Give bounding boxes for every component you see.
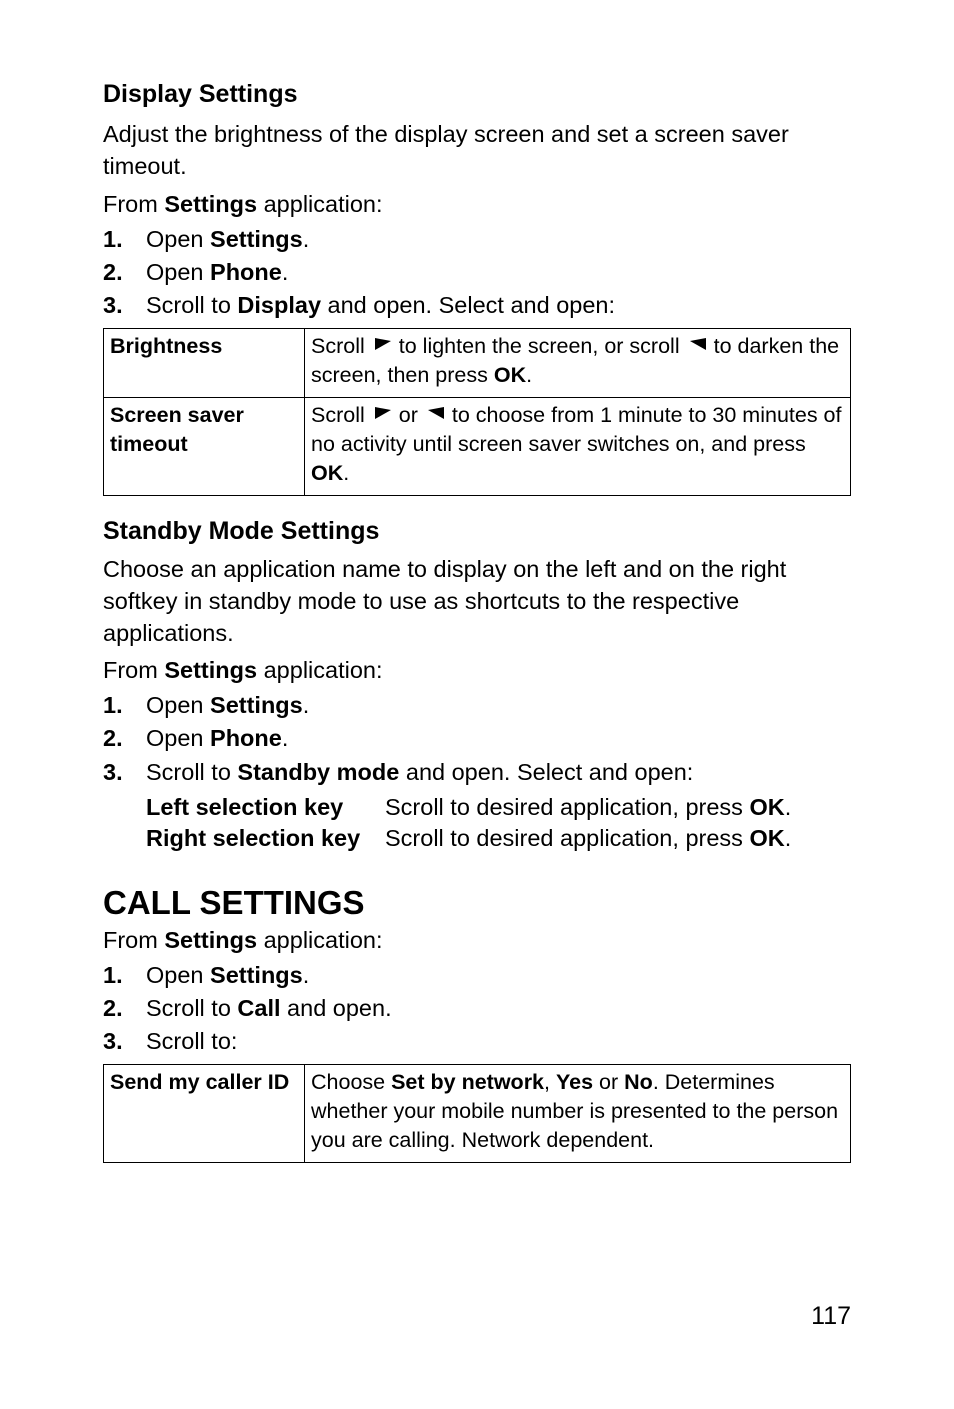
- call-step-3: 3. Scroll to:: [103, 1028, 238, 1054]
- display-settings-intro: Adjust the brightness of the display screen and set a screen saver timeout.: [103, 121, 789, 179]
- right-arrow-icon: [375, 407, 391, 419]
- call-settings-table: [103, 1064, 851, 1163]
- display-step-3: 3. Scroll to Display and open. Select and open:: [103, 292, 616, 318]
- display-settings-table: [103, 328, 851, 496]
- left-selection-key-row: Left selection key Scroll to desired application, press OK.: [146, 794, 792, 820]
- right-selection-key-row: Right selection key Scroll to desired application, press OK.: [146, 825, 792, 851]
- standby-step-3: 3. Scroll to Standby mode and open. Select and open:: [103, 759, 694, 785]
- display-step-1: 1. Open Settings.: [103, 226, 310, 252]
- standby-heading: Standby Mode Settings: [103, 517, 380, 545]
- left-arrow-icon: [690, 338, 706, 350]
- left-arrow-icon: [428, 407, 444, 419]
- brightness-label: Brightness: [104, 329, 305, 398]
- standby-step-2: 2. Open Phone.: [103, 725, 289, 751]
- brightness-description: Scroll to lighten the screen, or scroll to darken the screen, then press OK.: [305, 329, 851, 398]
- call-step-2: 2. Scroll to Call and open.: [103, 995, 392, 1021]
- display-step-2: 2. Open Phone.: [103, 259, 289, 285]
- display-settings-heading: Display Settings: [103, 80, 298, 108]
- right-arrow-icon: [375, 338, 391, 350]
- send-caller-id-label: Send my caller ID: [104, 1065, 305, 1163]
- standby-intro: Choose an application name to display on the left and on the right softkey in standby mode to use as shortcuts to the respective applications.: [103, 556, 787, 646]
- table-row: [104, 329, 851, 398]
- table-row: [104, 1065, 851, 1163]
- standby-from: From Settings application:: [103, 657, 383, 683]
- screen-saver-label: Screen saver timeout: [104, 398, 305, 496]
- display-settings-from: From Settings application:: [103, 191, 383, 217]
- send-caller-id-description: Choose Set by network, Yes or No. Determines whether your mobile number is presented to the person you are calling. Network dependent.: [305, 1065, 851, 1163]
- screen-saver-description: Scroll or to choose from 1 minute to 30 minutes of no activity until screen saver switches on, and press OK.: [305, 398, 851, 496]
- standby-step-1: 1. Open Settings.: [103, 692, 310, 718]
- table-row: [104, 398, 851, 496]
- page-number: 117: [811, 1302, 851, 1330]
- call-settings-from: From Settings application:: [103, 927, 383, 953]
- call-settings-heading: CALL SETTINGS: [103, 884, 365, 921]
- call-step-1: 1. Open Settings.: [103, 962, 310, 988]
